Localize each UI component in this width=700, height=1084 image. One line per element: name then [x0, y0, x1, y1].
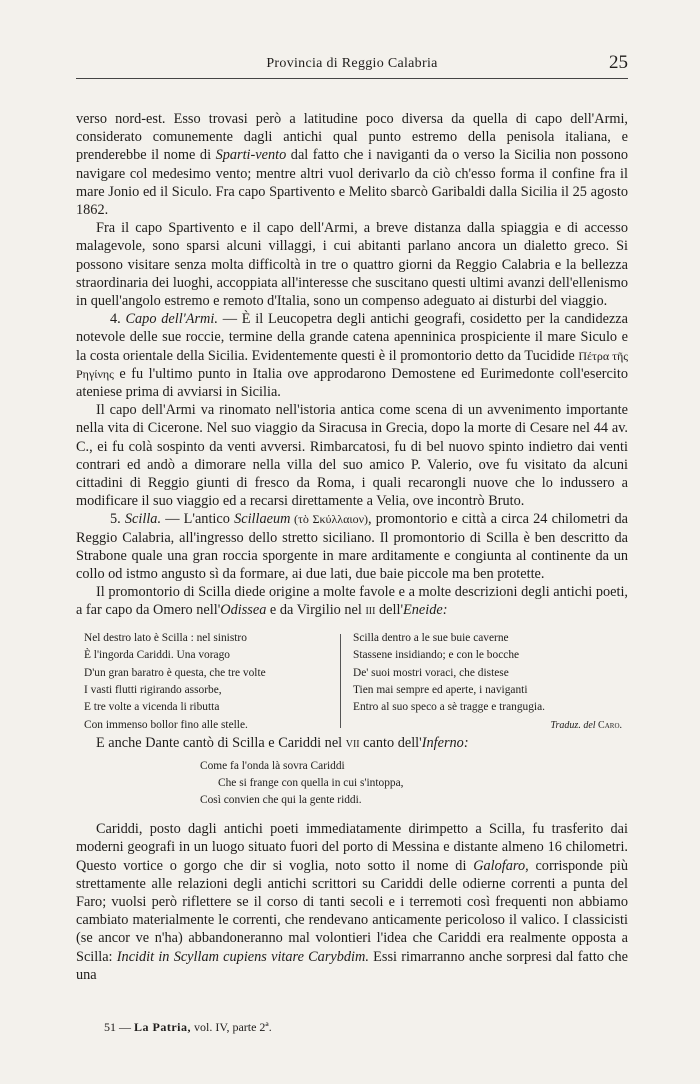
- page-body: [76, 110, 628, 984]
- poem-line: Stassene insidiando; e con le bocche: [353, 649, 520, 662]
- text-run: E anche Dante cantò di Scilla e Cariddi nel: [96, 735, 346, 752]
- tercet-line: Che si frange con quella in cui s'intoppa,: [218, 776, 404, 789]
- text-run: — L'antico: [161, 511, 235, 528]
- text-run: e fu l'ultimo punto in Italia ove approdarono Demostene ed Eurimedonte coll'esercito ateniese prima di avviarsi in Sicilia.: [76, 365, 628, 401]
- poem-line: I vasti flutti rigirando assorbe,: [84, 683, 222, 696]
- text-run: , promontorio e città a circa 24 chilometri da Reggio Calabria, all'ingresso dello stretto siciliano. Il promontorio di Scilla è ben descritto da Strabone quale una gran roccia sporgente in mare arditamente e congiunta al continente da un collo od istmo angusto sì da formare, ai due lati, due baie piccole ma ben protette.: [76, 511, 629, 583]
- text-run: dal fatto che i naviganti da o verso la Sicilia non possono navigare col medesimo vento; mentre altri vuol derivarlo da ciò ch'esso forma il confine fra il mare Jonio ed il Siculo. Fra capo Spartivento e Melito sbarcò Garibaldi dalla Sicilia il 25 agosto 1862.: [76, 147, 628, 219]
- section-number: 5.: [110, 511, 125, 528]
- poem-line: Nel destro lato è Scilla : nel sinistro: [84, 631, 247, 644]
- poem-line: Scilla dentro a le sue buie caverne: [353, 631, 509, 644]
- greek-text: (τὸ Σκύλλαιον): [290, 512, 369, 527]
- italic-title: Eneide:: [403, 602, 448, 619]
- poem-line: Tien mai sempre ed aperte, i naviganti: [353, 683, 528, 696]
- credit-label: Traduz. del: [550, 719, 599, 731]
- footer-journal-title: La Patria,: [134, 1020, 191, 1034]
- text-run: dell': [375, 602, 404, 619]
- paragraph-spartivento: [76, 110, 628, 219]
- poem-right-column: [353, 630, 628, 734]
- page-number: 25: [609, 52, 628, 73]
- paragraph-cariddi: [76, 820, 628, 984]
- running-header: [76, 54, 628, 79]
- dante-tercet: [200, 758, 628, 808]
- paragraph-cicerone: Il capo dell'Armi va rinomato nell'istoria antica come scena di un avvenimento importante nella vita di Cicerone. Nel suo viaggio da Siracusa in Grecia, dopo la morte di Cesare nel 44 av. C., ei fu colà sospinto da venti avversi. Rimbarcatosi, fu di bel nuovo spinto indietro dai venti contrari ed andò a dimorare nella villa del suo amico P. Valerio, ove fu visitato da alcuni cittadini di Reggio giunti di fresco da Roma, i quali recarongli nuove che lo indussero a modificare il suo viaggio ed a recarsi direttamente a Velia, ove incontrò Bruto.: [76, 402, 628, 510]
- section-heading: Scilla.: [124, 511, 162, 528]
- text-run: — È il Leucopetra degli antichi geografi, cosidetto per la candidezza notevole delle sue roccie, termine della grande catena apenninica prospiciente il mare Siculo e la costa orientale della Sicilia. Evidentemente questi è il promontorio detto da Tucidide: [76, 311, 628, 364]
- footer-volume: vol. IV, parte 2ª.: [191, 1020, 272, 1034]
- italic-title: Inferno:: [421, 735, 469, 752]
- translator-name: Caro.: [598, 719, 622, 731]
- poem-line: È l'ingorda Cariddi. Una vorago: [84, 649, 230, 662]
- italic-title: Odissea: [220, 602, 267, 619]
- tercet-line: Come fa l'onda là sovra Cariddi: [200, 760, 345, 773]
- poem-line: E tre volte a vicenda li ributta: [84, 701, 220, 714]
- poem-divider: [340, 634, 341, 728]
- poem-line: D'un gran baratro è questa, che tre volte: [84, 666, 266, 679]
- paragraph-dante: [76, 734, 628, 754]
- latin-quote: Incidit in Scyllam cupiens vitare Carybdim.: [116, 948, 369, 965]
- text-run: canto dell': [359, 735, 422, 752]
- paragraph-poets: [76, 583, 628, 621]
- poem-block: [76, 630, 628, 734]
- roman-numeral: III: [365, 606, 376, 618]
- poem-line: De' suoi mostri voraci, che distese: [353, 666, 509, 679]
- text-run: Cariddi, posto dagli antichi poeti immediatamente dirimpetto a Scilla, fu trasferito dai moderni geografi in un luogo situato fuori del porto di Messina e distante almeno 16 chilometri. Questo vortice o gorgo che dir si voglia, noto sotto il nome di: [76, 821, 628, 874]
- text-run: Essi rimarranno anche sorpresi dal fatto che una: [76, 948, 629, 983]
- section-number: 4.: [110, 311, 126, 328]
- italic-term: Sparti-vento: [215, 147, 287, 164]
- italic-term: Scillaeum: [234, 511, 291, 528]
- poem-line: Entro al suo speco a sè tragge e trangugia.: [353, 701, 545, 714]
- tercet-line: Così convien che qui la gente riddi.: [200, 793, 362, 806]
- text-run: verso nord-est. Esso trovasi però a latitudine poco diversa da quella di capo dell'Armi, considerato comunemente dagli antichi qual punto estremo della penisola italiana, e prenderebbe il nome di: [76, 111, 628, 164]
- section-heading: Capo dell'Armi.: [125, 311, 218, 328]
- text-run: Il promontorio di Scilla diede origine a molte favole e a molte descrizioni degli antichi poeti, a far capo da Omero nell': [76, 584, 628, 619]
- greek-text: Πέτρα τῆς Ρηγίνης: [76, 348, 628, 381]
- paragraph-scilla: [76, 510, 628, 583]
- header-title: Provincia di Reggio Calabria: [266, 56, 438, 71]
- poem-left-column: [76, 630, 328, 734]
- paragraph-villages: Fra il capo Spartivento e il capo dell'Armi, a breve distanza dalla spiaggia e di accesso malagevole, sono sparsi alcuni villaggi, i cui abitanti parlano ancora un dialetto greco. Si possono visitare senza molta difficoltà in tre o quattro giorni da Reggio Calabria e la bellezza straordinaria dei luoghi, accoppiata all'interesse che suscitano questi ultimi avanzi dell'ellenismo in quell'angolo estremo e remoto d'Italia, sono un compenso adeguato ai disturbi del viaggio.: [76, 220, 628, 310]
- text-run: , corrisponde più strettamente alle relazioni degli antichi scrittori su Cariddi delle odierne correnti a punta del Faro; vuolsi però riflettere se il corso di tanti secoli e i terremoti così frequenti non abbiamo cambiato materialmente le correnti, che rendevano anticamente pericoloso il valico. I classicisti (se ancor ve n'ha) abbandoneranno mal volontieri l'idea che Cariddi era realmente opposta a Scilla:: [76, 857, 629, 965]
- italic-term: Galofaro: [473, 857, 526, 874]
- poem-line: Con immenso bollor fino alle stelle.: [84, 718, 248, 731]
- text-run: e da Virgilio nel: [266, 602, 366, 619]
- footer-sheet-number: 51 —: [104, 1020, 134, 1034]
- roman-numeral: VII: [345, 739, 360, 751]
- paragraph-capo-armi: [76, 310, 628, 401]
- translation-credit: [353, 717, 628, 734]
- page-footer: [104, 1020, 272, 1035]
